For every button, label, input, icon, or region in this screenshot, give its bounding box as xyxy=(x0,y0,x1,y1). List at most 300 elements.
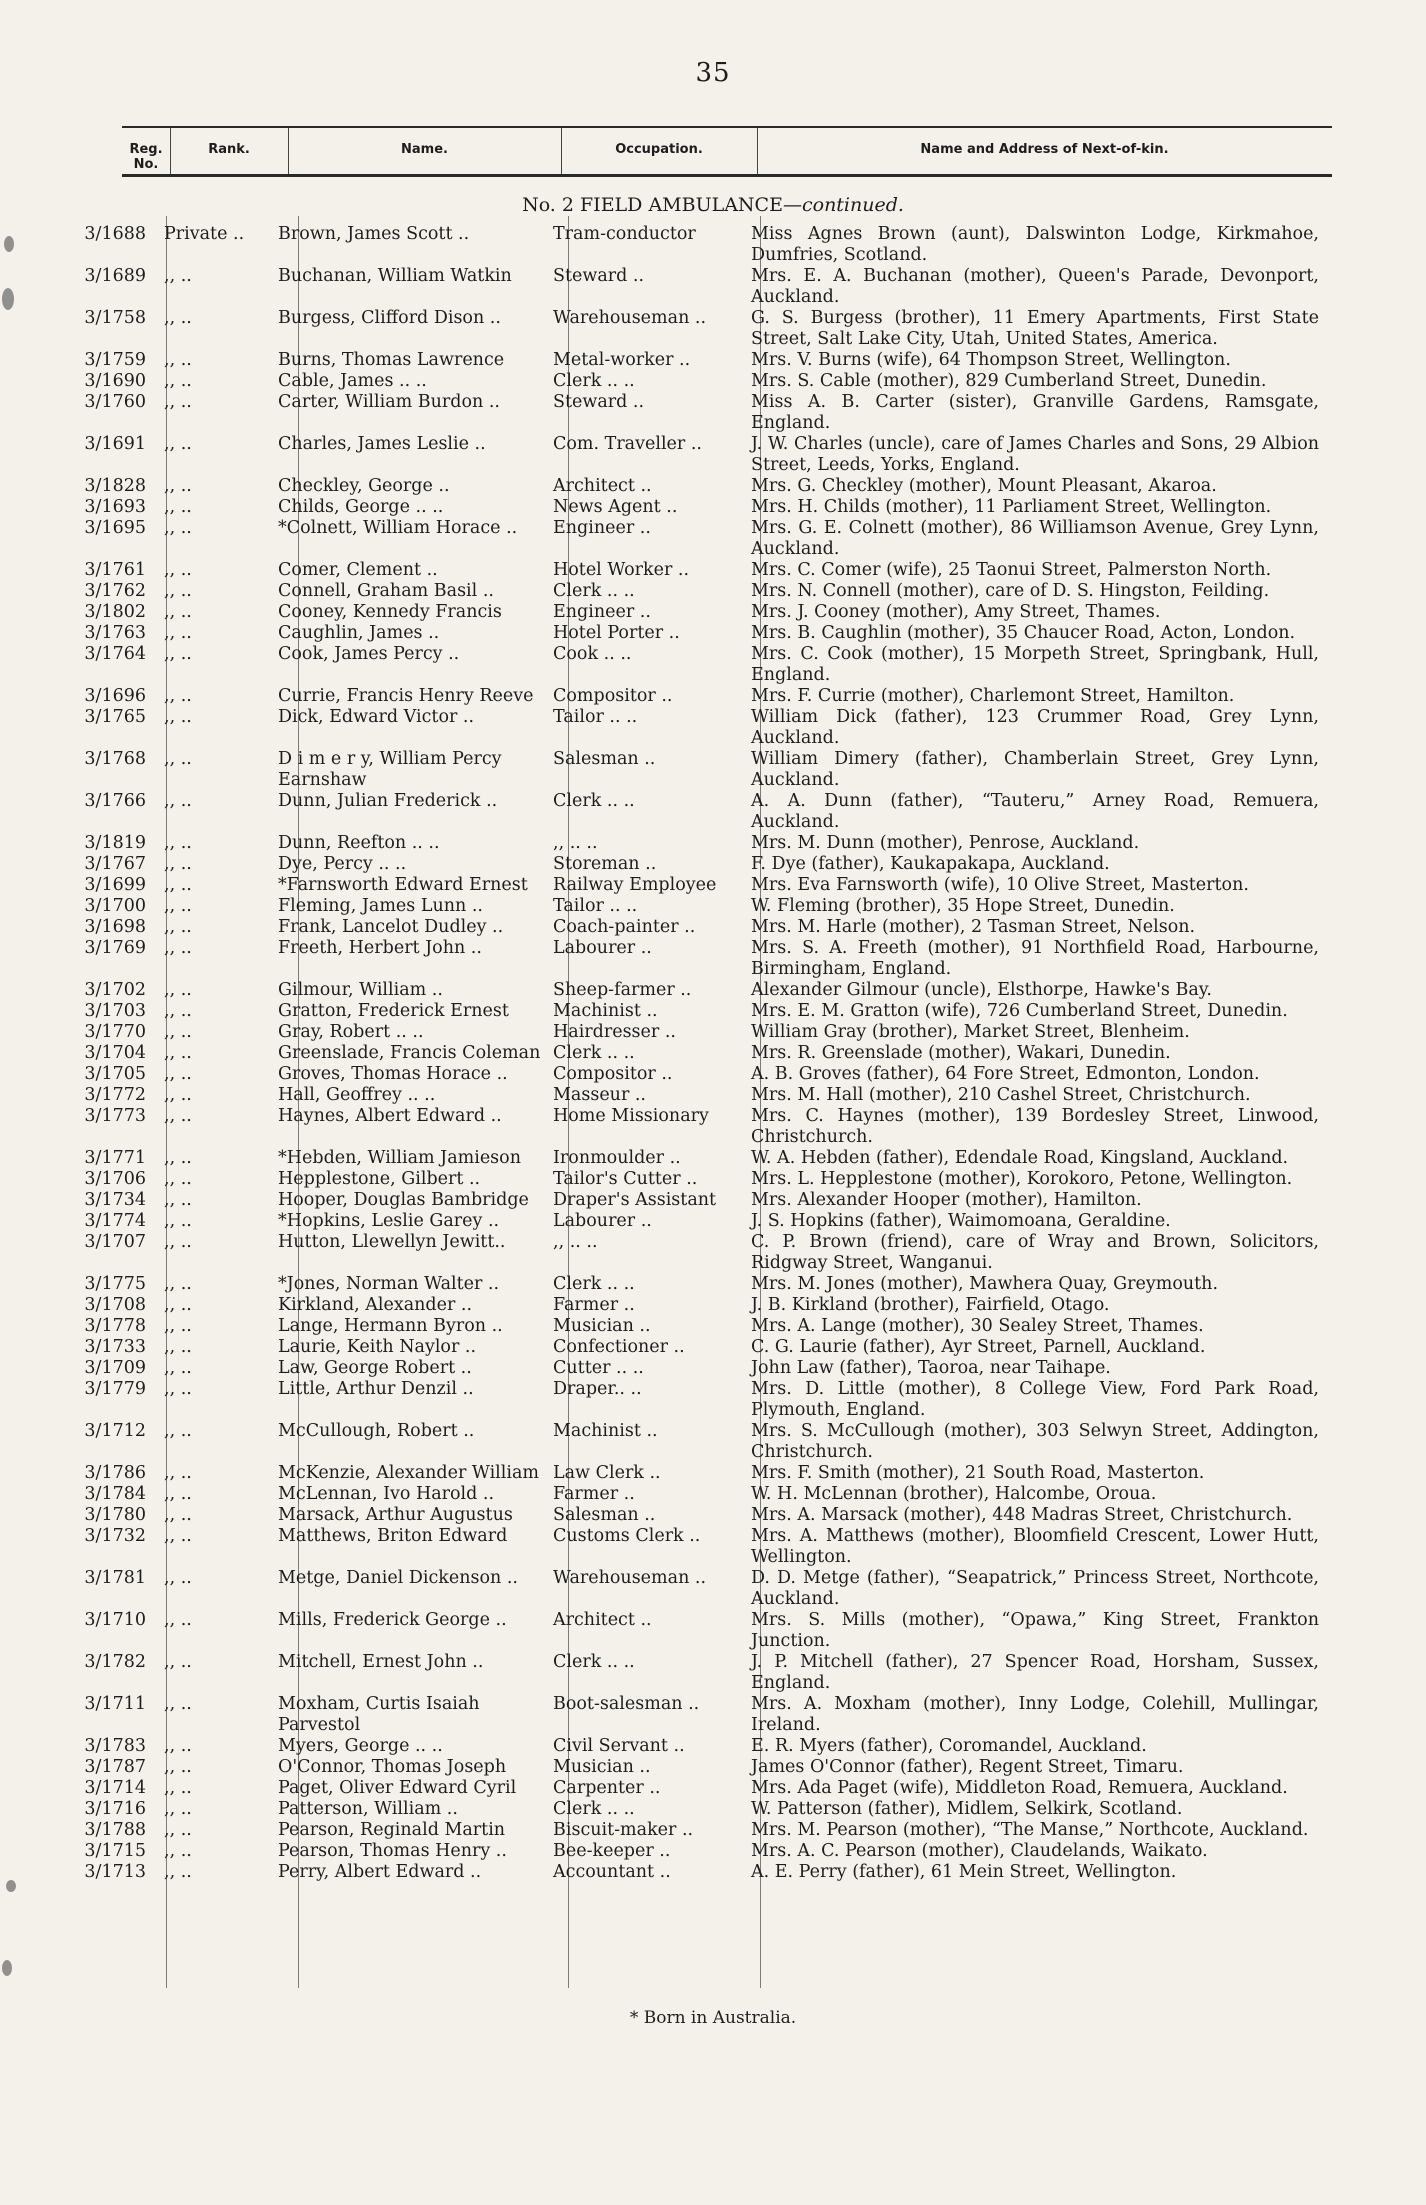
rank-cell: ,, .. xyxy=(164,1169,192,1189)
rank-cell: ,, .. xyxy=(164,392,192,412)
name-cell: Moxham, Curtis Isaiah Parvestol xyxy=(278,1694,480,1735)
reg-no-cell: 3/1764 xyxy=(84,644,146,664)
reg-no-cell: 3/1781 xyxy=(84,1568,146,1588)
next-of-kin-cell: Mrs. S. A. Freeth (mother), 91 Northfield Road, Harbourne, Birmingham, England. xyxy=(751,938,1319,979)
table-row xyxy=(60,1169,1360,1190)
next-of-kin-cell: Miss A. B. Carter (sister), Granville Gardens, Ramsgate, England. xyxy=(751,392,1319,433)
table-row xyxy=(60,1505,1360,1526)
next-of-kin-cell: W. A. Hebden (father), Edendale Road, Kingsland, Auckland. xyxy=(751,1148,1289,1168)
reg-no-cell: 3/1705 xyxy=(84,1064,146,1084)
occupation-cell: Labourer .. xyxy=(553,938,652,958)
reg-no-cell: 3/1763 xyxy=(84,623,146,643)
next-of-kin-cell: Alexander Gilmour (uncle), Elsthorpe, Hawke's Bay. xyxy=(751,980,1212,1000)
table-row xyxy=(60,1106,1360,1148)
occupation-cell: Hotel Porter .. xyxy=(553,623,680,643)
occupation-cell: Clerk .. .. xyxy=(553,791,635,811)
table-row xyxy=(60,1799,1360,1820)
column-header-row xyxy=(122,128,1332,174)
table-row xyxy=(60,1736,1360,1757)
next-of-kin-cell: Mrs. A. Lange (mother), 30 Sealey Street, Thames. xyxy=(751,1316,1204,1336)
table-row xyxy=(60,854,1360,875)
name-cell: Gray, Robert .. .. xyxy=(278,1022,424,1042)
header-rank: Rank. xyxy=(208,142,250,157)
occupation-cell: Metal-worker .. xyxy=(553,350,691,370)
reg-no-cell: 3/1690 xyxy=(84,371,146,391)
header-next-of-kin: Name and Address of Next-of-kin. xyxy=(920,142,1169,157)
rank-cell: ,, .. xyxy=(164,1736,192,1756)
name-cell: Pearson, Thomas Henry .. xyxy=(278,1841,507,1861)
table-row xyxy=(60,518,1360,560)
next-of-kin-cell: Mrs. C. Haynes (mother), 139 Bordesley Street, Linwood, Christchurch. xyxy=(751,1106,1319,1147)
header-occupation: Occupation. xyxy=(615,142,703,157)
name-cell: Law, George Robert .. xyxy=(278,1358,472,1378)
next-of-kin-cell: Mrs. M. Pearson (mother), “The Manse,” Northcote, Auckland. xyxy=(751,1820,1309,1840)
name-cell: Fleming, James Lunn .. xyxy=(278,896,483,916)
name-cell: McCullough, Robert .. xyxy=(278,1421,475,1441)
rank-cell: ,, .. xyxy=(164,1421,192,1441)
name-cell: Myers, George .. .. xyxy=(278,1736,443,1756)
section-continued: —continued. xyxy=(782,194,904,216)
rank-cell: ,, .. xyxy=(164,1484,192,1504)
table-row xyxy=(60,896,1360,917)
reg-no-cell: 3/1767 xyxy=(84,854,146,874)
table-row xyxy=(60,497,1360,518)
reg-no-cell: 3/1715 xyxy=(84,1841,146,1861)
table-row xyxy=(60,560,1360,581)
table-row xyxy=(60,1064,1360,1085)
occupation-cell: Labourer .. xyxy=(553,1211,652,1231)
occupation-cell: Steward .. xyxy=(553,392,645,412)
rank-cell: ,, .. xyxy=(164,791,192,811)
occupation-cell: Railway Employee xyxy=(553,875,717,895)
rank-cell: ,, .. xyxy=(164,1379,192,1399)
reg-no-cell: 3/1699 xyxy=(84,875,146,895)
reg-no-cell: 3/1773 xyxy=(84,1106,146,1126)
table-row xyxy=(60,308,1360,350)
occupation-cell: Civil Servant .. xyxy=(553,1736,685,1756)
reg-no-cell: 3/1772 xyxy=(84,1085,146,1105)
occupation-cell: Hairdresser .. xyxy=(553,1022,676,1042)
table-row xyxy=(60,1274,1360,1295)
table-row xyxy=(60,392,1360,434)
table-row xyxy=(60,791,1360,833)
rank-cell: ,, .. xyxy=(164,1085,192,1105)
occupation-cell: ,, .. .. xyxy=(553,1232,598,1252)
occupation-cell: Clerk .. .. xyxy=(553,581,635,601)
rank-cell: ,, .. xyxy=(164,896,192,916)
reg-no-cell: 3/1732 xyxy=(84,1526,146,1546)
rank-cell: ,, .. xyxy=(164,749,192,769)
reg-no-cell: 3/1778 xyxy=(84,1316,146,1336)
next-of-kin-cell: Mrs. R. Greenslade (mother), Wakari, Dunedin. xyxy=(751,1043,1171,1063)
reg-no-cell: 3/1788 xyxy=(84,1820,146,1840)
table-row xyxy=(60,1694,1360,1736)
rank-cell: ,, .. xyxy=(164,1463,192,1483)
occupation-cell: Musician .. xyxy=(553,1316,651,1336)
next-of-kin-cell: A. A. Dunn (father), “Tauteru,” Arney Road, Remuera, Auckland. xyxy=(751,791,1319,832)
reg-no-cell: 3/1760 xyxy=(84,392,146,412)
rank-cell: ,, .. xyxy=(164,854,192,874)
table-row xyxy=(60,1862,1360,1883)
rank-cell: ,, .. xyxy=(164,686,192,706)
occupation-cell: Farmer .. xyxy=(553,1484,635,1504)
name-cell: *Colnett, William Horace .. xyxy=(278,518,518,538)
name-cell: Laurie, Keith Naylor .. xyxy=(278,1337,477,1357)
table-row xyxy=(60,602,1360,623)
name-cell: Cable, James .. .. xyxy=(278,371,427,391)
name-cell: McKenzie, Alexander William xyxy=(278,1463,539,1483)
name-cell: Perry, Albert Edward .. xyxy=(278,1862,482,1882)
reg-no-cell: 3/1762 xyxy=(84,581,146,601)
rank-cell: ,, .. xyxy=(164,1022,192,1042)
name-cell: Little, Arthur Denzil .. xyxy=(278,1379,474,1399)
paper-speck xyxy=(2,288,14,310)
next-of-kin-cell: J. W. Charles (uncle), care of James Charles and Sons, 29 Albion Street, Leeds, Yorks, England. xyxy=(751,434,1319,475)
next-of-kin-cell: Mrs. M. Dunn (mother), Penrose, Auckland. xyxy=(751,833,1140,853)
table-row xyxy=(60,1841,1360,1862)
next-of-kin-cell: Mrs. A. Moxham (mother), Inny Lodge, Colehill, Mullingar, Ireland. xyxy=(751,1694,1319,1735)
reg-no-cell: 3/1716 xyxy=(84,1799,146,1819)
occupation-cell: Masseur .. xyxy=(553,1085,646,1105)
name-cell: Burns, Thomas Lawrence xyxy=(278,350,505,370)
table-row xyxy=(60,371,1360,392)
rank-cell: ,, .. xyxy=(164,1274,192,1294)
next-of-kin-cell: J. B. Kirkland (brother), Fairfield, Otago. xyxy=(751,1295,1110,1315)
occupation-cell: Storeman .. xyxy=(553,854,657,874)
rank-cell: Private .. xyxy=(164,224,245,244)
next-of-kin-cell: W. Patterson (father), Midlem, Selkirk, Scotland. xyxy=(751,1799,1183,1819)
occupation-cell: News Agent .. xyxy=(553,497,678,517)
name-cell: Patterson, William .. xyxy=(278,1799,458,1819)
reg-no-cell: 3/1782 xyxy=(84,1652,146,1672)
occupation-cell: Musician .. xyxy=(553,1757,651,1777)
next-of-kin-cell: W. Fleming (brother), 35 Hope Street, Dunedin. xyxy=(751,896,1175,916)
reg-no-cell: 3/1702 xyxy=(84,980,146,1000)
name-cell: Mills, Frederick George .. xyxy=(278,1610,507,1630)
reg-no-cell: 3/1695 xyxy=(84,518,146,538)
name-cell: Frank, Lancelot Dudley .. xyxy=(278,917,504,937)
next-of-kin-cell: Mrs. A. C. Pearson (mother), Claudelands, Waikato. xyxy=(751,1841,1208,1861)
rank-cell: ,, .. xyxy=(164,1190,192,1210)
next-of-kin-cell: James O'Connor (father), Regent Street, Timaru. xyxy=(751,1757,1184,1777)
rank-cell: ,, .. xyxy=(164,1694,192,1714)
reg-no-cell: 3/1710 xyxy=(84,1610,146,1630)
rank-cell: ,, .. xyxy=(164,560,192,580)
table-row xyxy=(60,266,1360,308)
rank-cell: ,, .. xyxy=(164,1652,192,1672)
name-cell: Dick, Edward Victor .. xyxy=(278,707,475,727)
name-cell: Currie, Francis Henry Reeve xyxy=(278,686,534,706)
table-row xyxy=(60,1085,1360,1106)
reg-no-cell: 3/1696 xyxy=(84,686,146,706)
reg-no-cell: 3/1780 xyxy=(84,1505,146,1525)
reg-no-cell: 3/1779 xyxy=(84,1379,146,1399)
next-of-kin-cell: F. Dye (father), Kaukapakapa, Auckland. xyxy=(751,854,1110,874)
next-of-kin-cell: Mrs. L. Hepplestone (mother), Korokoro, Petone, Wellington. xyxy=(751,1169,1293,1189)
occupation-cell: Cook .. .. xyxy=(553,644,632,664)
name-cell: Greenslade, Francis Coleman xyxy=(278,1043,541,1063)
next-of-kin-cell: A. E. Perry (father), 61 Mein Street, Wellington. xyxy=(751,1862,1177,1882)
next-of-kin-cell: Mrs. N. Connell (mother), care of D. S. Hingston, Feilding. xyxy=(751,581,1270,601)
name-cell: Matthews, Briton Edward xyxy=(278,1526,508,1546)
table-row xyxy=(60,938,1360,980)
occupation-cell: ,, .. .. xyxy=(553,833,598,853)
next-of-kin-cell: Mrs. M. Harle (mother), 2 Tasman Street, Nelson. xyxy=(751,917,1196,937)
personnel-table xyxy=(60,224,1360,1883)
name-cell: Marsack, Arthur Augustus xyxy=(278,1505,513,1525)
rank-cell: ,, .. xyxy=(164,1862,192,1882)
rank-cell: ,, .. xyxy=(164,1526,192,1546)
table-row xyxy=(60,1043,1360,1064)
reg-no-cell: 3/1759 xyxy=(84,350,146,370)
rank-cell: ,, .. xyxy=(164,1841,192,1861)
rank-cell: ,, .. xyxy=(164,980,192,1000)
name-cell: *Farnsworth Edward Ernest xyxy=(278,875,528,895)
table-row xyxy=(60,350,1360,371)
table-row xyxy=(60,1463,1360,1484)
occupation-cell: Engineer .. xyxy=(553,602,651,622)
occupation-cell: Clerk .. .. xyxy=(553,371,635,391)
rank-cell: ,, .. xyxy=(164,1610,192,1630)
name-cell: Mitchell, Ernest John .. xyxy=(278,1652,484,1672)
table-row xyxy=(60,1337,1360,1358)
rank-cell: ,, .. xyxy=(164,938,192,958)
table-row xyxy=(60,917,1360,938)
name-cell: Comer, Clement .. xyxy=(278,560,438,580)
next-of-kin-cell: Mrs. G. E. Colnett (mother), 86 Williamson Avenue, Grey Lynn, Auckland. xyxy=(751,518,1319,559)
table-row xyxy=(60,1526,1360,1568)
table-row xyxy=(60,1358,1360,1379)
rank-cell: ,, .. xyxy=(164,1064,192,1084)
name-cell: Buchanan, William Watkin xyxy=(278,266,512,286)
reg-no-cell: 3/1768 xyxy=(84,749,146,769)
rank-cell: ,, .. xyxy=(164,1148,192,1168)
next-of-kin-cell: Mrs. A. Marsack (mother), 448 Madras Street, Christchurch. xyxy=(751,1505,1293,1525)
rank-cell: ,, .. xyxy=(164,1337,192,1357)
table-row xyxy=(60,833,1360,854)
occupation-cell: Cutter .. .. xyxy=(553,1358,644,1378)
next-of-kin-cell: C. P. Brown (friend), care of Wray and Brown, Solicitors, Ridgway Street, Wanganui. xyxy=(751,1232,1319,1273)
name-cell: Hutton, Llewellyn Jewitt.. xyxy=(278,1232,506,1252)
next-of-kin-cell: Mrs. C. Comer (wife), 25 Taonui Street, Palmerston North. xyxy=(751,560,1272,580)
rank-cell: ,, .. xyxy=(164,266,192,286)
occupation-cell: Architect .. xyxy=(553,476,652,496)
rank-cell: ,, .. xyxy=(164,833,192,853)
occupation-cell: Clerk .. .. xyxy=(553,1274,635,1294)
rank-cell: ,, .. xyxy=(164,350,192,370)
occupation-cell: Customs Clerk .. xyxy=(553,1526,701,1546)
rank-cell: ,, .. xyxy=(164,497,192,517)
rank-cell: ,, .. xyxy=(164,1001,192,1021)
name-cell: Hooper, Douglas Bambridge xyxy=(278,1190,529,1210)
reg-no-cell: 3/1761 xyxy=(84,560,146,580)
table-row xyxy=(60,1757,1360,1778)
occupation-cell: Tailor's Cutter .. xyxy=(553,1169,698,1189)
table-row xyxy=(60,1001,1360,1022)
table-row xyxy=(60,1190,1360,1211)
next-of-kin-cell: Mrs. Eva Farnsworth (wife), 10 Olive Street, Masterton. xyxy=(751,875,1249,895)
name-cell: McLennan, Ivo Harold .. xyxy=(278,1484,495,1504)
rank-cell: ,, .. xyxy=(164,917,192,937)
name-cell: Paget, Oliver Edward Cyril xyxy=(278,1778,517,1798)
next-of-kin-cell: Mrs. Ada Paget (wife), Middleton Road, Remuera, Auckland. xyxy=(751,1778,1288,1798)
occupation-cell: Tailor .. .. xyxy=(553,707,638,727)
next-of-kin-cell: J. S. Hopkins (father), Waimomoana, Geraldine. xyxy=(751,1211,1171,1231)
reg-no-cell: 3/1787 xyxy=(84,1757,146,1777)
reg-no-cell: 3/1733 xyxy=(84,1337,146,1357)
rank-cell: ,, .. xyxy=(164,1106,192,1126)
name-cell: D i m e r y, William Percy Earnshaw xyxy=(278,749,502,790)
next-of-kin-cell: Mrs. M. Hall (mother), 210 Cashel Street, Christchurch. xyxy=(751,1085,1251,1105)
occupation-cell: Warehouseman .. xyxy=(553,1568,707,1588)
reg-no-cell: 3/1703 xyxy=(84,1001,146,1021)
next-of-kin-cell: Mrs. Alexander Hooper (mother), Hamilton. xyxy=(751,1190,1142,1210)
occupation-cell: Accountant .. xyxy=(553,1862,671,1882)
name-cell: *Hopkins, Leslie Garey .. xyxy=(278,1211,500,1231)
rank-cell: ,, .. xyxy=(164,518,192,538)
table-row xyxy=(60,707,1360,749)
table-row xyxy=(60,1484,1360,1505)
reg-no-cell: 3/1698 xyxy=(84,917,146,937)
rank-cell: ,, .. xyxy=(164,1799,192,1819)
rank-cell: ,, .. xyxy=(164,644,192,664)
occupation-cell: Machinist .. xyxy=(553,1001,658,1021)
name-cell: Checkley, George .. xyxy=(278,476,450,496)
name-cell: Brown, James Scott .. xyxy=(278,224,470,244)
reg-no-cell: 3/1706 xyxy=(84,1169,146,1189)
reg-no-cell: 3/1770 xyxy=(84,1022,146,1042)
name-cell: Freeth, Herbert John .. xyxy=(278,938,482,958)
occupation-cell: Tailor .. .. xyxy=(553,896,638,916)
name-cell: *Jones, Norman Walter .. xyxy=(278,1274,500,1294)
name-cell: Cooney, Kennedy Francis xyxy=(278,602,502,622)
next-of-kin-cell: Mrs. A. Matthews (mother), Bloomfield Crescent, Lower Hutt, Wellington. xyxy=(751,1526,1319,1567)
occupation-cell: Draper's Assistant xyxy=(553,1190,717,1210)
table-row xyxy=(60,644,1360,686)
rank-cell: ,, .. xyxy=(164,1757,192,1777)
reg-no-cell: 3/1707 xyxy=(84,1232,146,1252)
occupation-cell: Biscuit-maker .. xyxy=(553,1820,694,1840)
occupation-cell: Steward .. xyxy=(553,266,645,286)
reg-no-cell: 3/1691 xyxy=(84,434,146,454)
next-of-kin-cell: Mrs. D. Little (mother), 8 College View, Ford Park Road, Plymouth, England. xyxy=(751,1379,1319,1420)
reg-no-cell: 3/1708 xyxy=(84,1295,146,1315)
header-reg-no: Reg. No. xyxy=(129,142,163,172)
table-row xyxy=(60,1652,1360,1694)
section-title-text: No. 2 FIELD AMBULANCE xyxy=(522,194,783,216)
name-cell: Caughlin, James .. xyxy=(278,623,440,643)
next-of-kin-cell: John Law (father), Taoroa, near Taihape. xyxy=(751,1358,1111,1378)
table-row xyxy=(60,1316,1360,1337)
name-cell: Haynes, Albert Edward .. xyxy=(278,1106,502,1126)
next-of-kin-cell: Mrs. S. Mills (mother), “Opawa,” King Street, Frankton Junction. xyxy=(751,1610,1319,1651)
next-of-kin-cell: Mrs. S. Cable (mother), 829 Cumberland Street, Dunedin. xyxy=(751,371,1267,391)
table-row xyxy=(60,1211,1360,1232)
occupation-cell: Ironmoulder .. xyxy=(553,1148,681,1168)
table-row xyxy=(60,1295,1360,1316)
reg-no-cell: 3/1758 xyxy=(84,308,146,328)
name-cell: Carter, William Burdon .. xyxy=(278,392,500,412)
occupation-cell: Hotel Worker .. xyxy=(553,560,690,580)
reg-no-cell: 3/1786 xyxy=(84,1463,146,1483)
table-row xyxy=(60,1379,1360,1421)
next-of-kin-cell: Mrs. E. A. Buchanan (mother), Queen's Parade, Devonport, Auckland. xyxy=(751,266,1319,307)
paper-speck xyxy=(2,1960,12,1976)
occupation-cell: Engineer .. xyxy=(553,518,651,538)
name-cell: *Hebden, William Jamieson xyxy=(278,1148,521,1168)
next-of-kin-cell: D. D. Metge (father), “Seapatrick,” Princess Street, Northcote, Auckland. xyxy=(751,1568,1319,1609)
occupation-cell: Clerk .. .. xyxy=(553,1652,635,1672)
next-of-kin-cell: J. P. Mitchell (father), 27 Spencer Road, Horsham, Sussex, England. xyxy=(751,1652,1319,1693)
occupation-cell: Carpenter .. xyxy=(553,1778,661,1798)
next-of-kin-cell: Mrs. J. Cooney (mother), Amy Street, Thames. xyxy=(751,602,1161,622)
name-cell: Gratton, Frederick Ernest xyxy=(278,1001,509,1021)
table-row xyxy=(60,1421,1360,1463)
reg-no-cell: 3/1783 xyxy=(84,1736,146,1756)
name-cell: O'Connor, Thomas Joseph xyxy=(278,1757,507,1777)
reg-no-cell: 3/1819 xyxy=(84,833,146,853)
rank-cell: ,, .. xyxy=(164,707,192,727)
name-cell: Groves, Thomas Horace .. xyxy=(278,1064,508,1084)
next-of-kin-cell: Mrs. G. Checkley (mother), Mount Pleasant, Akaroa. xyxy=(751,476,1217,496)
occupation-cell: Confectioner .. xyxy=(553,1337,685,1357)
table-row xyxy=(60,749,1360,791)
next-of-kin-cell: Mrs. F. Smith (mother), 21 South Road, Masterton. xyxy=(751,1463,1205,1483)
header-bottom-rule xyxy=(122,174,1332,177)
occupation-cell: Clerk .. .. xyxy=(553,1043,635,1063)
occupation-cell: Home Missionary xyxy=(553,1106,709,1126)
rank-cell: ,, .. xyxy=(164,371,192,391)
occupation-cell: Com. Traveller .. xyxy=(553,434,702,454)
name-cell: Childs, George .. .. xyxy=(278,497,444,517)
rank-cell: ,, .. xyxy=(164,623,192,643)
next-of-kin-cell: Mrs. B. Caughlin (mother), 35 Chaucer Road, Acton, London. xyxy=(751,623,1296,643)
occupation-cell: Clerk .. .. xyxy=(553,1799,635,1819)
name-cell: Charles, James Leslie .. xyxy=(278,434,486,454)
section-title xyxy=(0,194,1426,216)
header-name: Name. xyxy=(401,142,448,157)
reg-no-cell: 3/1784 xyxy=(84,1484,146,1504)
reg-no-cell: 3/1828 xyxy=(84,476,146,496)
next-of-kin-cell: Mrs. F. Currie (mother), Charlemont Street, Hamilton. xyxy=(751,686,1235,706)
table-row xyxy=(60,1610,1360,1652)
paper-speck xyxy=(6,1880,16,1892)
name-cell: Hepplestone, Gilbert .. xyxy=(278,1169,481,1189)
occupation-cell: Draper.. .. xyxy=(553,1379,642,1399)
occupation-cell: Compositor .. xyxy=(553,686,673,706)
reg-no-cell: 3/1709 xyxy=(84,1358,146,1378)
rank-cell: ,, .. xyxy=(164,308,192,328)
next-of-kin-cell: A. B. Groves (father), 64 Fore Street, Edmonton, London. xyxy=(751,1064,1260,1084)
occupation-cell: Farmer .. xyxy=(553,1295,635,1315)
name-cell: Metge, Daniel Dickenson .. xyxy=(278,1568,518,1588)
reg-no-cell: 3/1714 xyxy=(84,1778,146,1798)
next-of-kin-cell: William Gray (brother), Market Street, Blenheim. xyxy=(751,1022,1190,1042)
next-of-kin-cell: G. S. Burgess (brother), 11 Emery Apartments, First State Street, Salt Lake City, Utah, United States, America. xyxy=(751,308,1319,349)
occupation-cell: Warehouseman .. xyxy=(553,308,707,328)
reg-no-cell: 3/1688 xyxy=(84,224,146,244)
next-of-kin-cell: Mrs. H. Childs (mother), 11 Parliament Street, Wellington. xyxy=(751,497,1272,517)
table-row xyxy=(60,623,1360,644)
next-of-kin-cell: W. H. McLennan (brother), Halcombe, Oroua. xyxy=(751,1484,1157,1504)
name-cell: Dunn, Reefton .. .. xyxy=(278,833,440,853)
rank-cell: ,, .. xyxy=(164,1211,192,1231)
rank-cell: ,, .. xyxy=(164,476,192,496)
name-cell: Cook, James Percy .. xyxy=(278,644,460,664)
rank-cell: ,, .. xyxy=(164,1295,192,1315)
reg-no-cell: 3/1704 xyxy=(84,1043,146,1063)
paper-speck xyxy=(4,236,14,252)
